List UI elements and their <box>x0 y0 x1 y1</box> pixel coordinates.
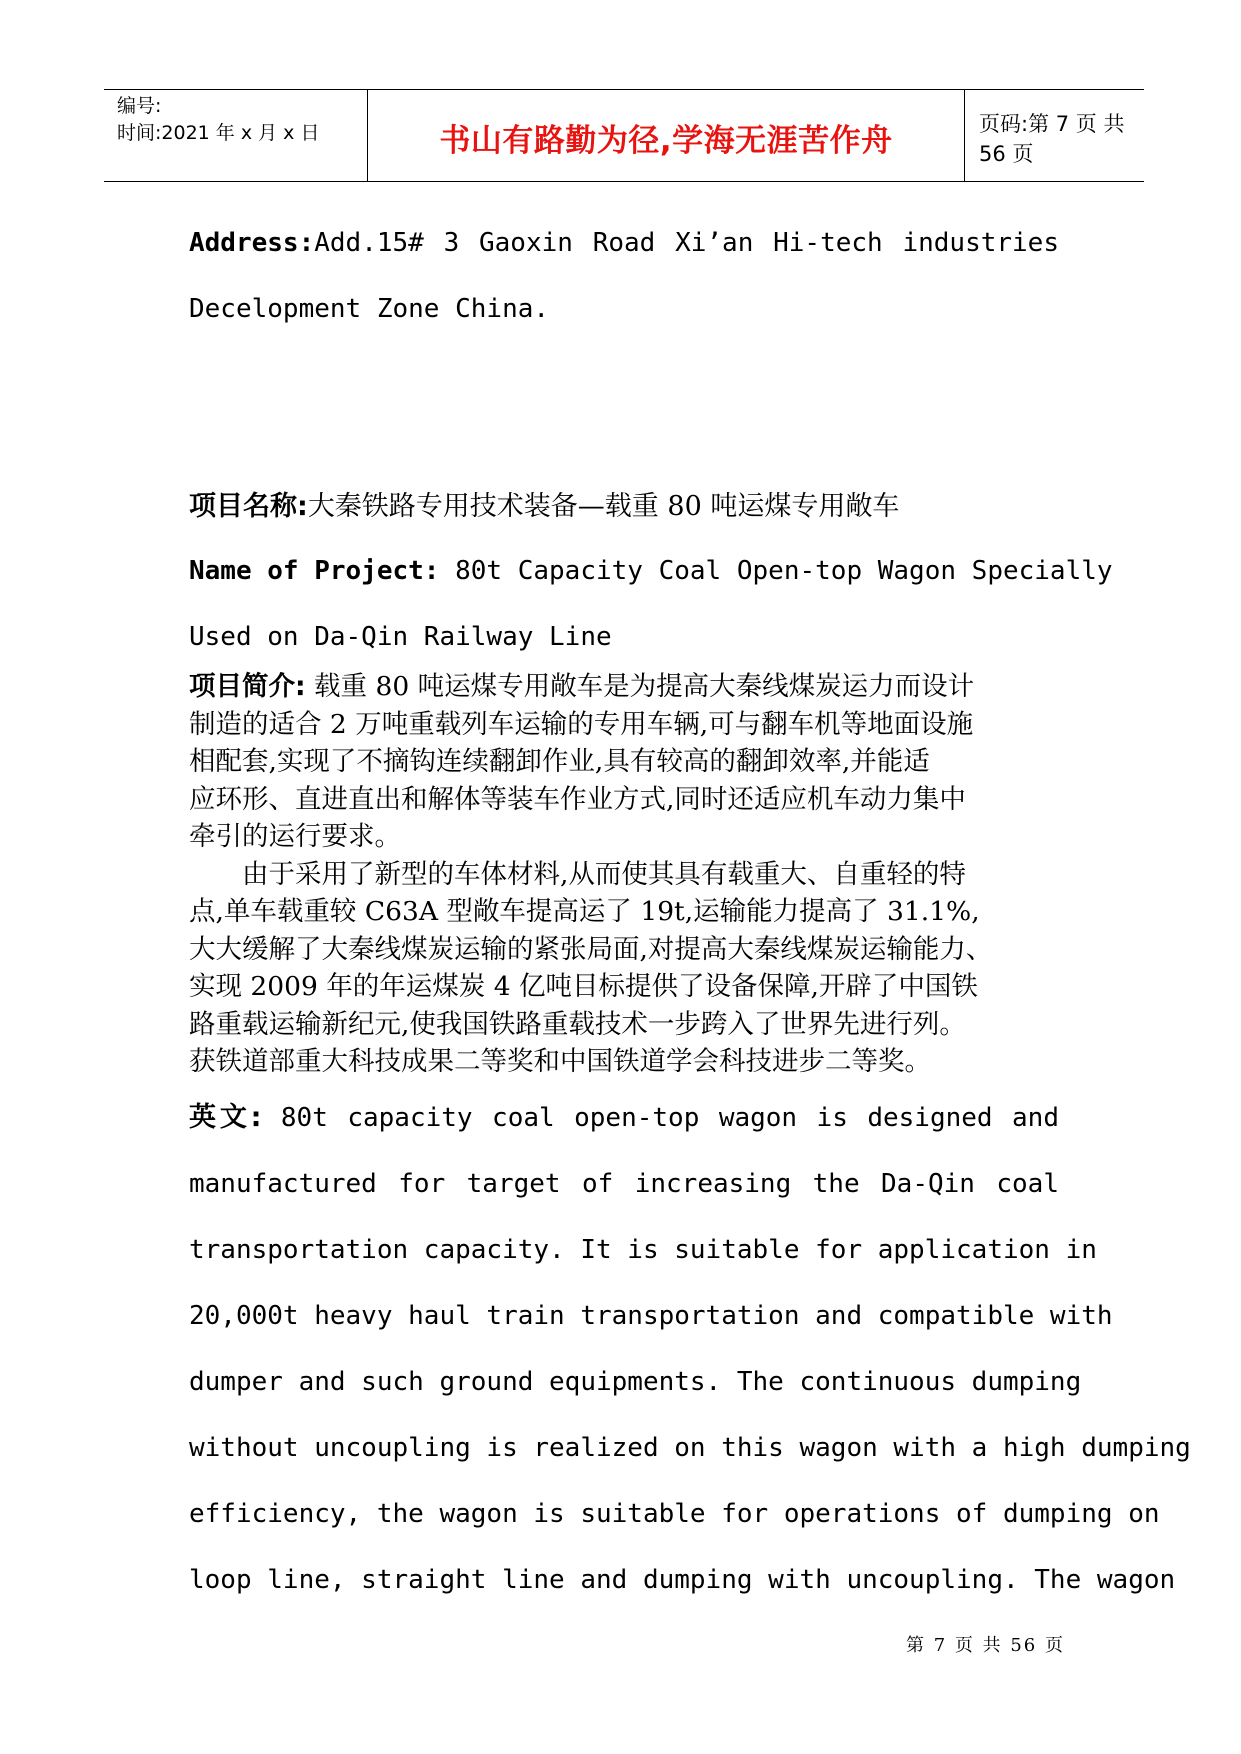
address-line-2: Decelopment Zone China. <box>189 294 550 324</box>
english-line-7: efficiency, the wagon is suitable for operations of dumping on <box>189 1499 1160 1529</box>
date-label: 时间:2021 年 x 月 x 日 <box>117 122 320 144</box>
motto-text: 书山有路勤为径,学海无涯苦作舟 <box>439 123 893 159</box>
project-intro-label: 项目简介: <box>189 671 306 702</box>
intro-p2-line-1: 由于采用了新型的车体材料,从而使其具有载重大、自重轻的特 <box>242 858 966 890</box>
intro-p2-line-6: 获铁道部重大科技成果二等奖和中国铁道学会科技进步二等奖。 <box>189 1046 931 1077</box>
english-line-1 <box>189 1085 1059 1151</box>
project-name-cn-text: 大秦铁路专用技术装备—载重 80 吨运煤专用敞车 <box>307 491 900 522</box>
english-description <box>189 1085 1191 1613</box>
intro-line-4: 应环形、直进直出和解体等装车作业方式,同时还适应机车动力集中 <box>189 783 966 815</box>
intro-p2-line-3: 大大缓解了大秦线煤炭运输的紧张局面,对提高大秦线煤炭运输能力、 <box>189 933 993 965</box>
page-code-text: 页码:第 7 页 共 56 页 <box>979 111 1125 166</box>
intro-line-2: 制造的适合 2 万吨重载列车运输的专用车辆,可与翻车机等地面设施 <box>189 708 974 740</box>
english-line-5: dumper and such ground equipments. The continuous dumping <box>189 1367 1082 1397</box>
address-line-1-text: Add.15# 3 Gaoxin Road Xi’an Hi-tech industries <box>314 228 1059 258</box>
address-label: Address: <box>189 228 315 258</box>
intro-line-5: 牵引的运行要求。 <box>189 821 401 852</box>
page-code-cell <box>965 90 1144 181</box>
project-name-cn-label: 项目名称: <box>189 491 308 522</box>
page-footer <box>906 1631 1065 1657</box>
intro-p2-line-5: 路重载运输新纪元,使我国铁路重载技术一步跨入了世界先进行列。 <box>189 1008 966 1040</box>
project-name-en-line-1-text: 80t Capacity Coal Open-top Wagon Specially <box>439 556 1113 586</box>
intro-p2-line-2: 点,单车载重较 C63A 型敞车提高运了 19t,运输能力提高了 31.1%, <box>189 896 980 927</box>
english-line-2: manufactured for target of increasing the Da-Qin coal <box>189 1169 1059 1199</box>
motto-cell <box>368 90 965 181</box>
project-name-cn <box>189 487 1059 527</box>
project-name-en-line-2: Used on Da-Qin Railway Line <box>189 622 612 652</box>
project-name-en-line-1 <box>189 538 1113 604</box>
english-line-4: 20,000t heavy haul train transportation and compatible with <box>189 1301 1113 1331</box>
english-line-1-text: 80t capacity coal open-top wagon is designed and <box>261 1103 1059 1133</box>
intro-line-1 <box>189 668 1059 706</box>
header-info-cell <box>104 90 368 181</box>
project-name-en <box>189 538 1113 670</box>
english-line-8: loop line, straight line and dumping with uncoupling. The wagon <box>189 1565 1176 1595</box>
project-intro-cn <box>189 668 1059 1081</box>
document-header <box>104 89 1144 182</box>
intro-line-1-text: 载重 80 吨运煤专用敞车是为提高大秦线煤炭运力而设计 <box>305 671 975 702</box>
project-name-en-label: Name of Project: <box>189 556 440 586</box>
intro-p2-line-4: 实现 2009 年的年运煤炭 4 亿吨目标提供了设备保障,开辟了中国铁 <box>189 971 978 1002</box>
intro-line-3: 相配套,实现了不摘钩连续翻卸作业,具有较高的翻卸效率,并能适 <box>189 746 930 777</box>
english-line-3: transportation capacity. It is suitable for application in <box>189 1235 1097 1265</box>
english-line-6: without uncoupling is realized on this wagon with a high dumping <box>189 1433 1191 1463</box>
address-paragraph <box>189 210 1059 342</box>
address-line-1 <box>189 210 1059 276</box>
doc-number-label: 编号: <box>117 95 162 117</box>
english-label: 英文: <box>189 1102 262 1133</box>
footer-page-number: 第 7 页 共 56 页 <box>906 1635 1065 1656</box>
